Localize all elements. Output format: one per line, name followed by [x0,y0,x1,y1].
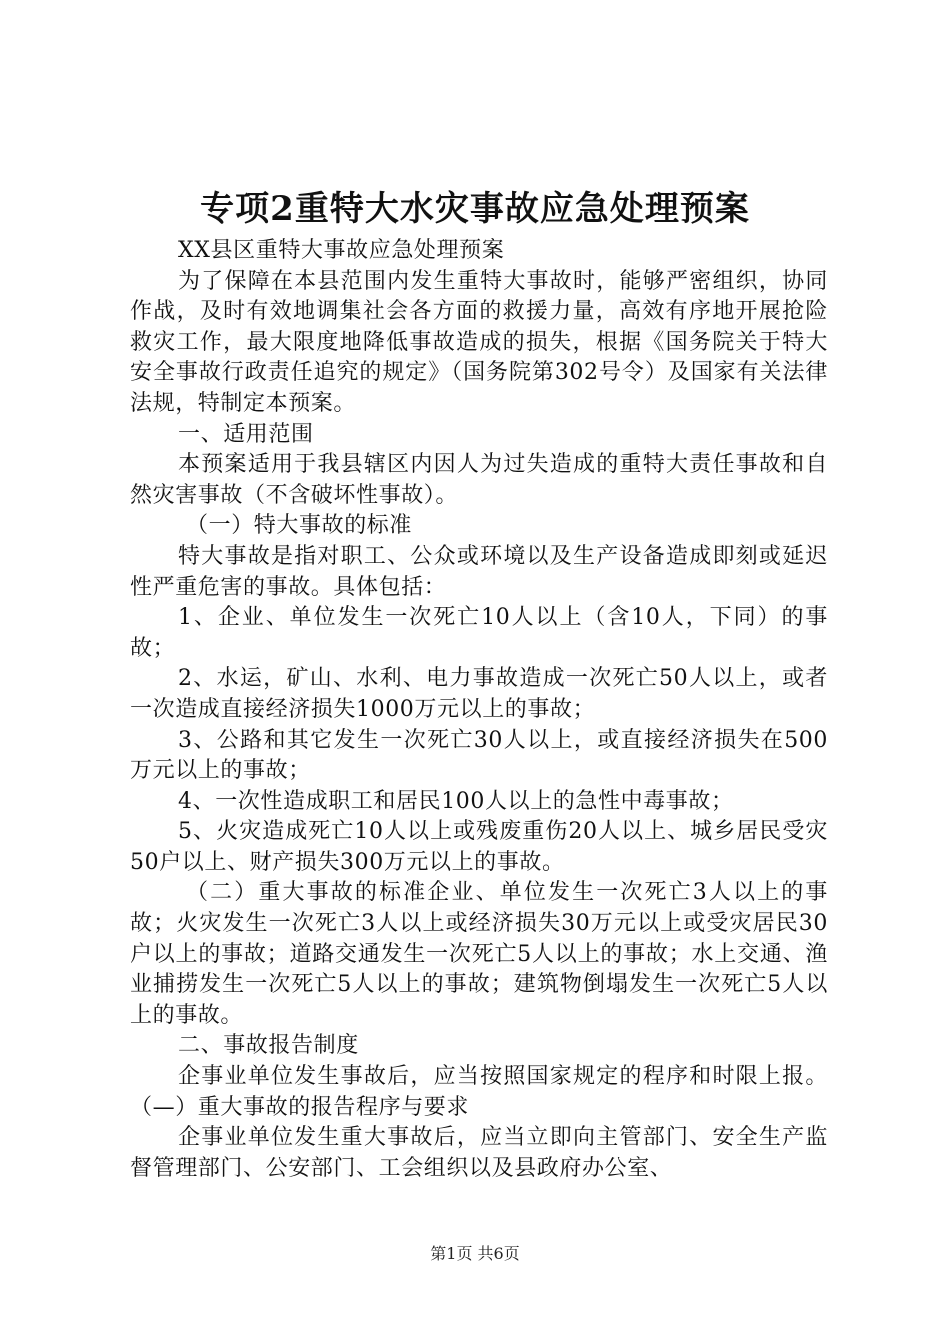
page-footer: 第1页 共6页 [430,1244,520,1263]
paragraph-serious-standard: （二）重大事故的标准企业、单位发生一次死亡3人以上的事故；火灾发生一次死亡3人以上或经济损失30万元以上或受灾居民30户以上的事故；道路交通发生一次死亡5人以上的事故；水上交通、渔业捕捞发生一次死亡5人以上的事故；建筑物倒塌发生一次死亡5人以上的事故。 [130,880,828,1028]
document-body [130,236,828,1184]
section-heading-scope: 一、适用范围 [178,421,314,447]
list-item-3: 3、公路和其它发生一次死亡30人以上，或直接经济损失在500万元以上的事故； [130,727,828,784]
subsection-heading-major-standard: （一）特大事故的标准 [186,513,413,539]
paragraph-major-definition: 特大事故是指对职工、公众或环境以及生产设备造成即刻或延迟性严重危害的事故。具体包括： [130,543,828,600]
paragraph-reporting: 企事业单位发生事故后，应当按照国家规定的程序和时限上报。（—）重大事故的报告程序与要求 [130,1064,828,1120]
document-title: 专项2重特大水灾事故应急处理预案 [200,189,750,229]
paragraph-reporting-procedure: 企事业单位发生重大事故后，应当立即向主管部门、安全生产监督管理部门、公安部门、工会组织以及县政府办公室、 [130,1125,828,1181]
paragraph-subtitle: XX县区重特大事故应急处理预案 [178,238,505,263]
list-item-4: 4、一次性造成职工和居民100人以上的急性中毒事故； [178,788,734,814]
list-item-2: 2、水运，矿山、水利、电力事故造成一次死亡50人以上，或者一次造成直接经济损失1000万元以上的事故； [130,666,828,722]
section-heading-reporting: 二、事故报告制度 [178,1033,359,1059]
list-item-5: 5、火灾造成死亡10人以上或残废重伤20人以上、城乡居民受灾50户以上、财产损失300万元以上的事故。 [130,819,828,875]
paragraph-purpose: 为了保障在本县范围内发生重特大事故时，能够严密组织，协同作战，及时有效地调集社会各方面的救援力量，高效有序地开展抢险救灾工作，最大限度地降低事故造成的损失，根据《国务院关于特大安全事故行政责任追究的规定》（国务院第302号令）及国家有关法律法规，特制定本预案。 [130,268,828,416]
paragraph-scope: 本预案适用于我县辖区内因人为过失造成的重特大责任事故和自然灾害事故（不含破坏性事故）。 [130,452,828,508]
list-item-1: 1、企业、单位发生一次死亡10人以上（含10人，下同）的事故； [130,605,828,661]
